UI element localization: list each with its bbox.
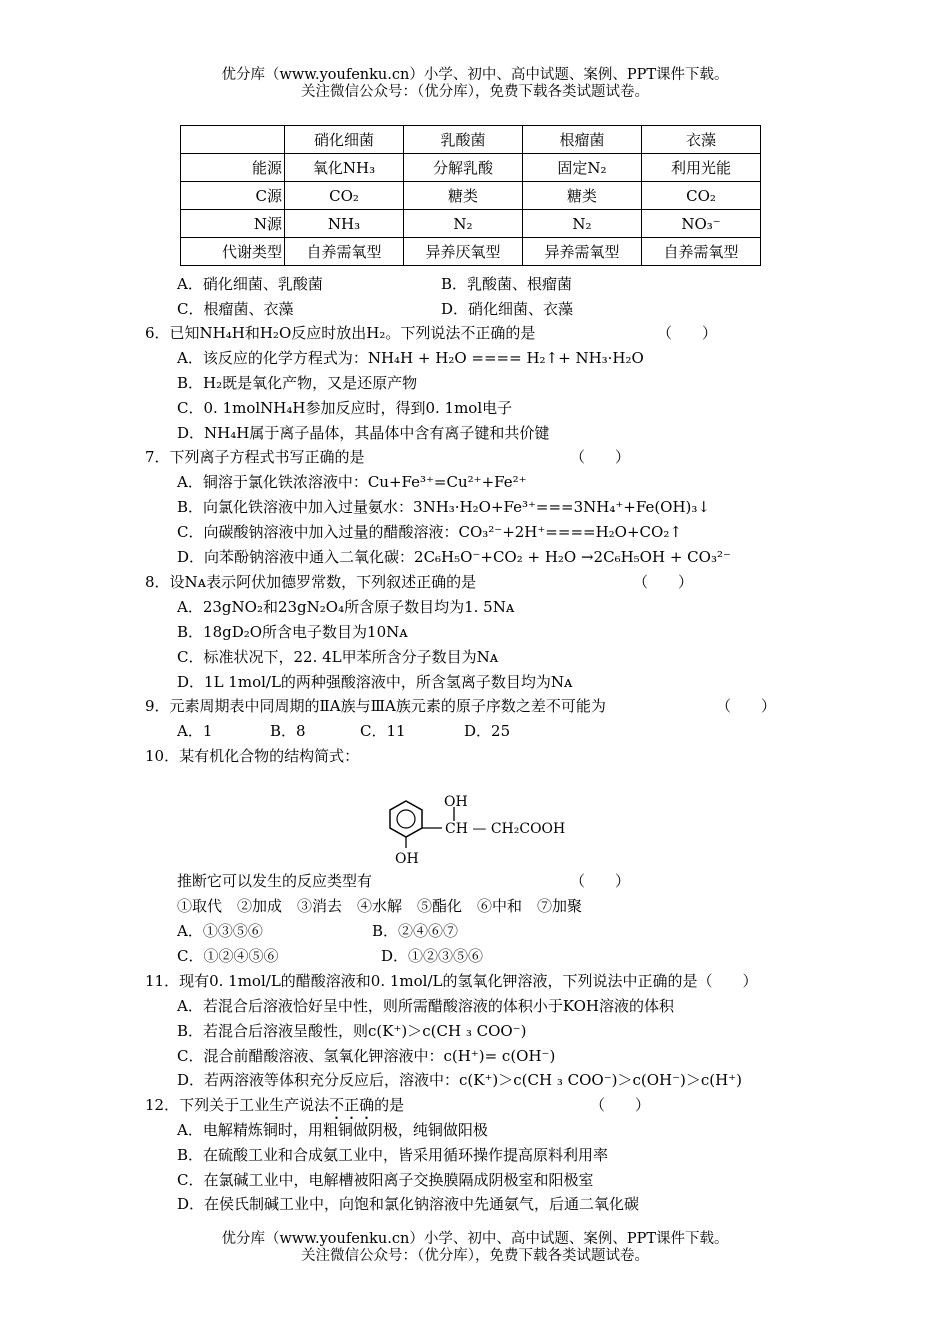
page-header bbox=[0, 67, 950, 101]
q12-stem-pre: 12．下列关于工业生产说法 bbox=[145, 1096, 330, 1114]
q8-option-b: B．18gD₂O所含电子数目为10Nᴀ bbox=[177, 623, 408, 641]
q5-option-d: D．硝化细菌、衣藻 bbox=[441, 300, 574, 318]
q12-option-a: A．电解精炼铜时，用粗铜做阴极，纯铜做阳极 bbox=[177, 1121, 488, 1139]
q9-option-a: A．1 bbox=[177, 722, 213, 740]
table-header-cell: 乳酸菌 bbox=[404, 126, 523, 154]
table-row-label: N源 bbox=[181, 210, 285, 238]
table-header-row bbox=[181, 126, 761, 154]
q6-answer-bracket: （ ） bbox=[657, 324, 718, 342]
table-cell: 利用光能 bbox=[642, 154, 761, 182]
table-row bbox=[181, 238, 761, 266]
q7-option-c: C．向碳酸钠溶液中加入过量的醋酸溶液：CO₃²⁻+2H⁺====H₂O+CO₂↑ bbox=[177, 523, 682, 541]
q8-option-c: C．标准状况下，22. 4L甲苯所含分子数目为Nᴀ bbox=[177, 648, 499, 666]
q10-answer-bracket: （ ） bbox=[570, 872, 631, 890]
footer-line-2: 关注微信公众号：（优分库），免费下载各类试题试卷。 bbox=[301, 1248, 649, 1264]
table-cell: 糖类 bbox=[523, 182, 642, 210]
bacteria-table bbox=[180, 125, 761, 266]
q7-stem: 7．下列离子方程式书写正确的是 bbox=[145, 448, 365, 466]
table-header-cell: 衣藻 bbox=[642, 126, 761, 154]
side-chain-label: CH — CH₂COOH bbox=[445, 821, 566, 837]
table-cell: 自养需氧型 bbox=[642, 238, 761, 266]
table-cell: 异养厌氧型 bbox=[404, 238, 523, 266]
q9-option-c: C．11 bbox=[360, 722, 406, 740]
q7-option-d: D．向苯酚钠溶液中通入二氧化碳：2C₆H₅O⁻+CO₂ + H₂O →2C₆H₅OH + CO₃²⁻ bbox=[177, 548, 731, 566]
q12-stem-post: 的是 bbox=[374, 1096, 405, 1114]
aromatic-circle bbox=[397, 810, 415, 828]
q5-option-a: A．硝化细菌、乳酸菌 bbox=[177, 275, 323, 293]
q8-option-a: A．23gNO₂和23gN₂O₄所含原子数目均为1. 5Nᴀ bbox=[177, 598, 515, 616]
q10-option-a: A．①③⑤⑥ bbox=[177, 922, 263, 940]
table-row bbox=[181, 154, 761, 182]
q10-option-b: B．②④⑥⑦ bbox=[372, 922, 459, 940]
table-row-label: 代谢类型 bbox=[181, 238, 285, 266]
q6-option-d: D．NH₄H属于离子晶体，其晶体中含有离子键和共价键 bbox=[177, 424, 550, 442]
table-row bbox=[181, 210, 761, 238]
table-cell: 分解乳酸 bbox=[404, 154, 523, 182]
table-cell: NO₃⁻ bbox=[642, 210, 761, 238]
q7-option-b: B．向氯化铁溶液中加入过量氨水：3NH₃·H₂O+Fe³⁺===3NH₄⁺+Fe(OH)₃↓ bbox=[177, 498, 710, 516]
header-line-2: 关注微信公众号：（优分库），免费下载各类试题试卷。 bbox=[301, 84, 649, 100]
footer-line-1: 优分库（www.youfenku.cn）小学、初中、高中试题、案例、PPT课件下载。 bbox=[221, 1231, 729, 1247]
q9-stem: 9．元素周期表中同周期的ⅡA族与ⅢA族元素的原子序数之差不可能为 bbox=[145, 697, 606, 715]
q5-option-c: C．根瘤菌、衣藻 bbox=[177, 300, 294, 318]
table-cell: 自养需氧型 bbox=[285, 238, 404, 266]
table-cell: N₂ bbox=[404, 210, 523, 238]
q11-option-d: D．若两溶液等体积充分反应后，溶液中：c(K⁺)＞c(CH ₃ COO⁻)＞c(OH⁻)＞c(H⁺) bbox=[177, 1071, 742, 1089]
oh-top-label: OH bbox=[444, 794, 468, 810]
q10-subquestion: 推断它可以发生的反应类型有 bbox=[177, 872, 373, 890]
benzene-ring bbox=[390, 801, 422, 837]
header-line-1: 优分库（www.youfenku.cn）小学、初中、高中试题、案例、PPT课件下载。 bbox=[221, 67, 729, 83]
table-row-label: 能源 bbox=[181, 154, 285, 182]
table-cell: 糖类 bbox=[404, 182, 523, 210]
table-cell: NH₃ bbox=[285, 210, 404, 238]
q6-option-b: B．H₂既是氧化产物，又是还原产物 bbox=[177, 374, 418, 392]
q6-option-c: C．0. 1molNH₄H参加反应时，得到0. 1mol电子 bbox=[177, 399, 513, 417]
q6-stem: 6．已知NH₄H和H₂O反应时放出H₂。下列说法不正确的是 bbox=[145, 324, 536, 342]
q9-answer-bracket: （ ） bbox=[716, 697, 777, 715]
q10-option-c: C．①②④⑤⑥ bbox=[177, 947, 279, 965]
q8-answer-bracket: （ ） bbox=[633, 573, 694, 591]
q6-option-a: A．该反应的化学方程式为：NH₄H + H₂O ==== H₂↑+ NH₃·H₂O bbox=[177, 349, 644, 367]
q9-option-d: D．25 bbox=[464, 722, 511, 740]
q10-reaction-types: ①取代 ②加成 ③消去 ④水解 ⑤酯化 ⑥中和 ⑦加聚 bbox=[177, 897, 583, 915]
q5-option-b: B．乳酸菌、根瘤菌 bbox=[441, 275, 573, 293]
q12-option-c: C．在氯碱工业中，电解槽被阳离子交换膜隔成阴极室和阳极室 bbox=[177, 1171, 594, 1189]
table-row bbox=[181, 182, 761, 210]
table-cell: N₂ bbox=[523, 210, 642, 238]
table-header-cell: 根瘤菌 bbox=[523, 126, 642, 154]
q8-stem: 8．设Nᴀ表示阿伏加德罗常数，下列叙述正确的是 bbox=[145, 573, 477, 591]
table-cell: 异养需氧型 bbox=[523, 238, 642, 266]
q12-stem-emphasis: 不正确 bbox=[329, 1096, 375, 1114]
q12-option-b: B．在硫酸工业和合成氨工业中，皆采用循环操作提高原料利用率 bbox=[177, 1146, 609, 1164]
molecule-structure bbox=[384, 790, 584, 866]
table-cell: 固定N₂ bbox=[523, 154, 642, 182]
table-row-label: C源 bbox=[181, 182, 285, 210]
q9-option-b: B．8 bbox=[270, 722, 306, 740]
table-header-cell: 硝化细菌 bbox=[285, 126, 404, 154]
q12-option-d: D．在侯氏制碱工业中，向饱和氯化钠溶液中先通氨气，后通二氧化碳 bbox=[177, 1195, 640, 1213]
table-cell: CO₂ bbox=[285, 182, 404, 210]
q10-option-d: D．①②③⑤⑥ bbox=[381, 947, 484, 965]
q11-stem: 11．现有0. 1mol/L的醋酸溶液和0. 1mol/L的氢氧化钾溶液，下列说法中正确的是（ ） bbox=[145, 972, 758, 990]
q7-option-a: A．铜溶于氯化铁浓溶液中：Cu+Fe³⁺=Cu²⁺+Fe²⁺ bbox=[177, 473, 527, 491]
table-cell: CO₂ bbox=[642, 182, 761, 210]
page-footer bbox=[0, 1231, 950, 1265]
q11-option-b: B．若混合后溶液呈酸性，则c(K⁺)＞c(CH ₃ COO⁻) bbox=[177, 1022, 527, 1040]
oh-bottom-label: OH bbox=[395, 851, 419, 866]
q10-stem: 10．某有机化合物的结构简式： bbox=[145, 747, 360, 765]
q12-answer-bracket: （ ） bbox=[590, 1096, 651, 1114]
table-corner-cell bbox=[181, 126, 285, 154]
q12-stem bbox=[145, 1096, 404, 1123]
q11-option-a: A．若混合后溶液恰好呈中性，则所需醋酸溶液的体积小于KOH溶液的体积 bbox=[177, 997, 675, 1015]
table-cell: 氧化NH₃ bbox=[285, 154, 404, 182]
q8-option-d: D．1L 1mol/L的两种强酸溶液中，所含氢离子数目均为Nᴀ bbox=[177, 673, 573, 691]
q11-option-c: C．混合前醋酸溶液、氢氧化钾溶液中：c(H⁺)= c(OH⁻) bbox=[177, 1047, 556, 1065]
q7-answer-bracket: （ ） bbox=[570, 448, 631, 466]
